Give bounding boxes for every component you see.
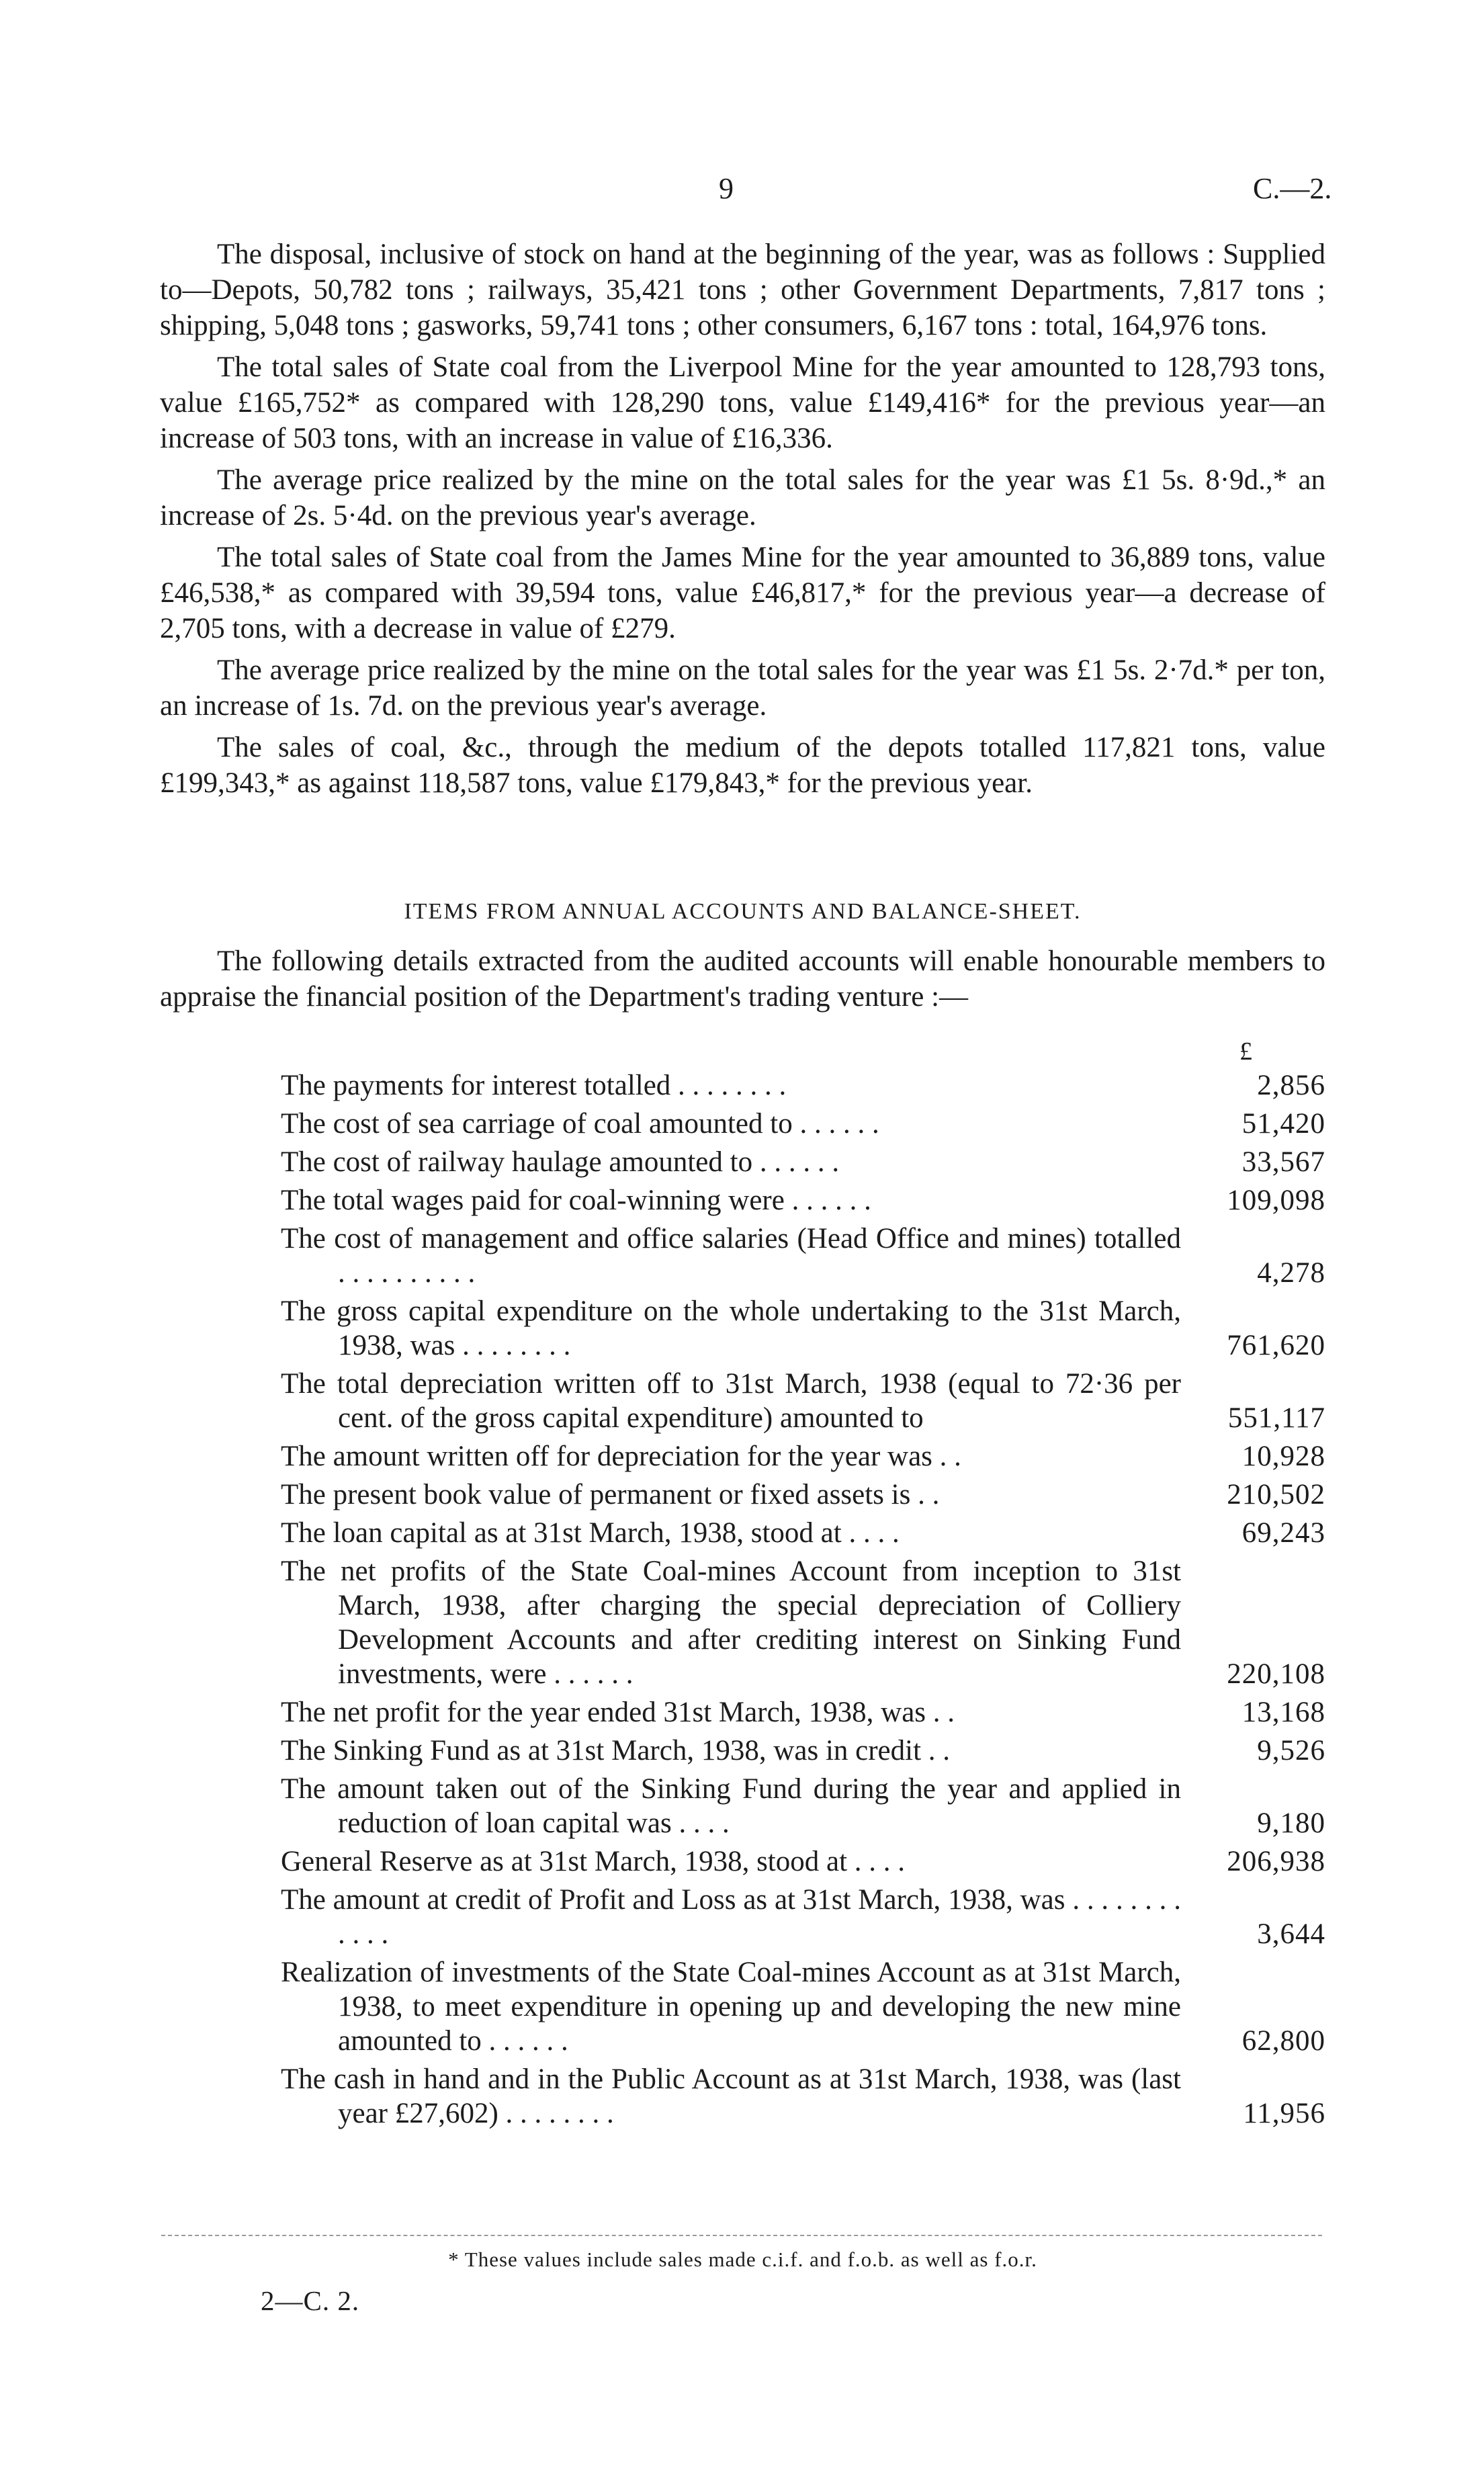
item-amount: 2,856 xyxy=(1257,1070,1325,1101)
item-amount: 206,938 xyxy=(1227,1846,1325,1877)
item-description: The total depreciation written off to 31st March, 1938 (equal to 72·36 per cent. of the gross capital expenditure) amounted to xyxy=(281,1368,1181,1434)
item-amount: 109,098 xyxy=(1227,1185,1325,1216)
item-description: The present book value of permanent or fixed assets is . . xyxy=(281,1479,940,1510)
item-amount: 551,117 xyxy=(1227,1402,1325,1434)
item-description: The payments for interest totalled . . . . . . . . xyxy=(281,1070,787,1101)
item-description: The net profits of the State Coal-mines Account from inception to 31st March, 1938, after charging the special depreciation of Colliery Development Accounts and after crediting interest on Sinking Fund investments, were . . . . . . xyxy=(281,1555,1181,1690)
list-item xyxy=(281,1439,1325,1474)
paragraph-depot-sales: The sales of coal, &c., through the medium of the depots totalled 117,821 tons, value £199,343,* as against 118,587 tons, value £179,843,* for the previous year. xyxy=(160,732,1325,799)
page-number: 9 xyxy=(719,172,734,205)
list-item xyxy=(281,1554,1325,1691)
item-amount: 210,502 xyxy=(1227,1479,1325,1510)
item-description: General Reserve as at 31st March, 1938, stood at . . . . xyxy=(281,1846,906,1877)
item-description: The amount written off for depreciation for the year was . . xyxy=(281,1441,961,1472)
list-item xyxy=(281,1844,1325,1879)
item-amount: 9,526 xyxy=(1257,1735,1325,1766)
accounts-items-list xyxy=(281,1068,1325,2135)
document-reference: C.—2. xyxy=(1253,172,1332,205)
paragraph-liverpool-price: The average price realized by the mine on the total sales for the year was £1 5s. 8·9d.,* an increase of 2s. 5·4d. on the previous year's average. xyxy=(160,464,1325,531)
item-description: The cost of management and office salaries (Head Office and mines) totalled . . . . . . . . . . xyxy=(281,1223,1181,1289)
list-item xyxy=(281,1222,1325,1290)
footnote-divider xyxy=(161,2235,1322,2236)
list-item xyxy=(281,1367,1325,1435)
item-amount: 10,928 xyxy=(1241,1441,1325,1472)
list-item xyxy=(281,1145,1325,1179)
body-text xyxy=(160,237,1325,807)
sheet-signature: 2—C. 2. xyxy=(261,2285,360,2316)
item-description: The amount at credit of Profit and Loss as at 31st March, 1938, was . . . . . . . . . . . . xyxy=(281,1884,1181,1950)
item-description: The total wages paid for coal-winning were . . . . . . xyxy=(281,1185,871,1216)
list-item xyxy=(281,1107,1325,1141)
paragraph-james-sales: The total sales of State coal from the James Mine for the year amounted to 36,889 tons, value £46,538,* as compared with 39,594 tons, value £46,817,* for the previous year—a decrease of 2,705 tons, with a decrease in value of £279. xyxy=(160,542,1325,644)
item-amount: 4,278 xyxy=(1257,1257,1325,1289)
list-item xyxy=(281,1772,1325,1840)
currency-unit-label: £ xyxy=(1239,1037,1252,1066)
list-item xyxy=(281,1478,1325,1512)
intro-paragraph: The following details extracted from the audited accounts will enable honourable members to appraise the financial position of the Department's trading venture :— xyxy=(160,945,1325,1013)
list-item xyxy=(281,1068,1325,1103)
item-description: The loan capital as at 31st March, 1938, stood at . . . . xyxy=(281,1517,900,1549)
item-amount: 761,620 xyxy=(1227,1330,1325,1361)
item-description: Realization of investments of the State Coal-mines Account as at 31st March, 1938, to meet expenditure in opening up and developing the new mine amounted to . . . . . . xyxy=(281,1957,1181,2057)
list-item xyxy=(281,1955,1325,2058)
item-description: The cash in hand and in the Public Account as at 31st March, 1938, was (last year £27,602) . . . . . . . . xyxy=(281,2063,1181,2129)
item-description: The cost of sea carriage of coal amounted to . . . . . . xyxy=(281,1108,879,1140)
list-item xyxy=(281,1883,1325,1951)
item-amount: 9,180 xyxy=(1257,1807,1325,1839)
list-item xyxy=(281,1294,1325,1363)
item-amount: 62,800 xyxy=(1241,2025,1325,2057)
item-amount: 220,108 xyxy=(1227,1658,1325,1690)
item-description: The gross capital expenditure on the whole undertaking to the 31st March, 1938, was . . . . . . . . xyxy=(281,1295,1181,1361)
paragraph-coal-disposal: The disposal, inclusive of stock on hand at the beginning of the year, was as follows : Supplied to—Depots, 50,782 tons ; railways, 35,421 tons ; other Government Departments, 7,817 tons ; shipping, 5,048 tons ; gasworks, 59,741 tons ; other consumers, 6,167 tons : total, 164,976 tons. xyxy=(160,239,1325,341)
item-description: The amount taken out of the Sinking Fund during the year and applied in reduction of loan capital was . . . . xyxy=(281,1773,1181,1839)
paragraph-liverpool-sales: The total sales of State coal from the Liverpool Mine for the year amounted to 128,793 tons, value £165,752* as compared with 128,290 tons, value £149,416* for the previous year—an increase of 503 tons, with an increase in value of £16,336. xyxy=(160,351,1325,454)
list-item xyxy=(281,1734,1325,1768)
list-item xyxy=(281,1516,1325,1550)
item-description: The net profit for the year ended 31st March, 1938, was . . xyxy=(281,1697,955,1728)
item-amount: 33,567 xyxy=(1241,1146,1325,1178)
item-amount: 3,644 xyxy=(1257,1918,1325,1950)
item-description: The Sinking Fund as at 31st March, 1938, was in credit . . xyxy=(281,1735,951,1766)
item-amount: 13,168 xyxy=(1241,1697,1325,1728)
section-intro xyxy=(160,943,1325,1021)
item-amount: 69,243 xyxy=(1241,1517,1325,1549)
item-amount: 51,420 xyxy=(1241,1108,1325,1140)
item-amount: 11,956 xyxy=(1243,2098,1325,2129)
footnote: * These values include sales made c.i.f. and f.o.b. as well as f.o.r. xyxy=(448,2248,1037,2271)
paragraph-james-price: The average price realized by the mine on the total sales for the year was £1 5s. 2·7d.* per ton, an increase of 1s. 7d. on the previous year's average. xyxy=(160,654,1325,722)
section-heading: ITEMS FROM ANNUAL ACCOUNTS AND BALANCE-SHEET. xyxy=(404,899,1082,924)
item-description: The cost of railway haulage amounted to . . . . . . xyxy=(281,1146,840,1178)
list-item xyxy=(281,1695,1325,1730)
list-item xyxy=(281,1183,1325,1218)
list-item xyxy=(281,2062,1325,2131)
